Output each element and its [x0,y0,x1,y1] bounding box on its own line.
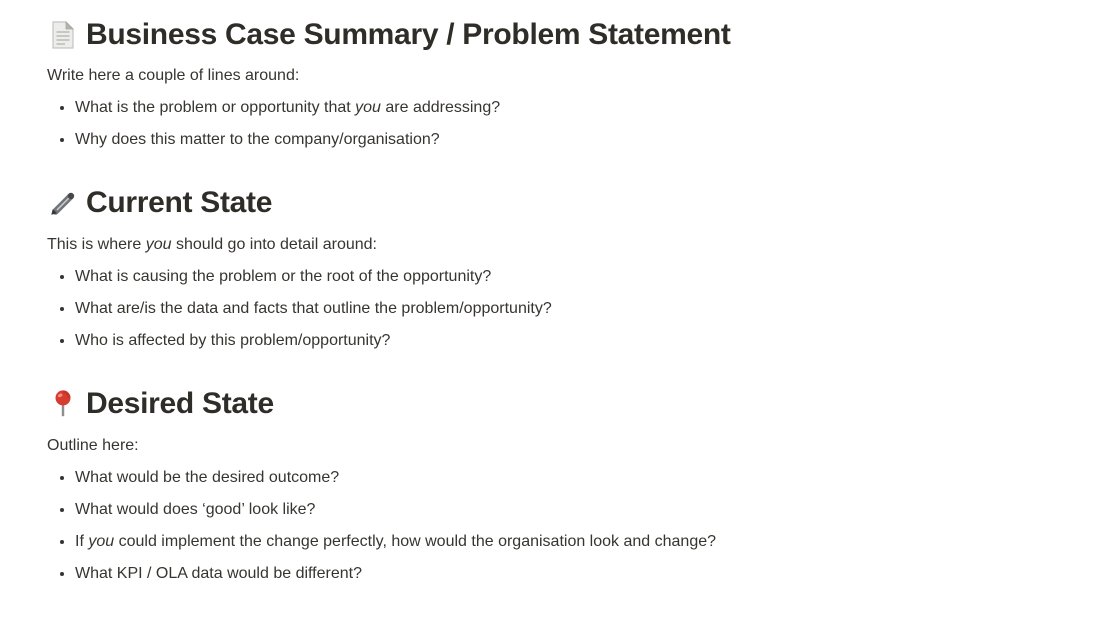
text-segment: What are/is the data and facts that outline the problem/opportunity? [75,300,552,317]
pen-icon [47,188,79,218]
list-item [75,530,1072,554]
page-title-text: Business Case Summary / Problem Statement [86,18,731,51]
section-heading-desired-state [47,385,1072,423]
list-item [75,329,1072,353]
italic-text: you [88,533,115,550]
list-item [75,498,1072,522]
bullet-list-desired-state [47,466,1072,586]
intro-paragraph [47,64,1072,88]
page-title [47,16,1072,54]
page-facing-up-icon [47,19,79,51]
text-segment: What would be the desired outcome? [75,469,340,486]
text-segment: should go into detail around: [171,236,377,253]
text-segment: This is where [47,236,146,253]
text-segment: are addressing? [380,99,501,116]
text-segment: Write here a couple of lines around: [47,67,300,84]
text-segment: What KPI / OLA data would be different? [75,565,362,582]
text-segment: Who is affected by this problem/opportunity? [75,332,391,349]
text-segment: Why does this matter to the company/organisation? [75,131,440,148]
list-item [75,96,1072,120]
text-segment: What would does ‘good’ look like? [75,501,316,518]
intro-paragraph [47,434,1072,458]
intro-paragraph [47,233,1072,257]
section-heading-text: Desired State [86,387,274,420]
section-heading-current-state [47,184,1072,222]
list-item [75,265,1072,289]
list-item [75,128,1072,152]
list-item [75,562,1072,586]
list-item [75,466,1072,490]
text-segment: What is causing the problem or the root of the opportunity? [75,268,492,285]
list-item [75,297,1072,321]
pushpin-icon [47,389,79,419]
text-segment: If [75,533,89,550]
text-segment: could implement the change perfectly, how would the organisation look and change? [114,533,717,550]
italic-text: you [145,236,172,253]
section-heading-text: Current State [86,186,273,219]
text-segment: What is the problem or opportunity that [75,99,356,116]
text-segment: Outline here: [47,437,139,454]
bullet-list-current-state [47,265,1072,353]
italic-text: you [355,99,381,116]
bullet-list-problem [47,96,1072,152]
